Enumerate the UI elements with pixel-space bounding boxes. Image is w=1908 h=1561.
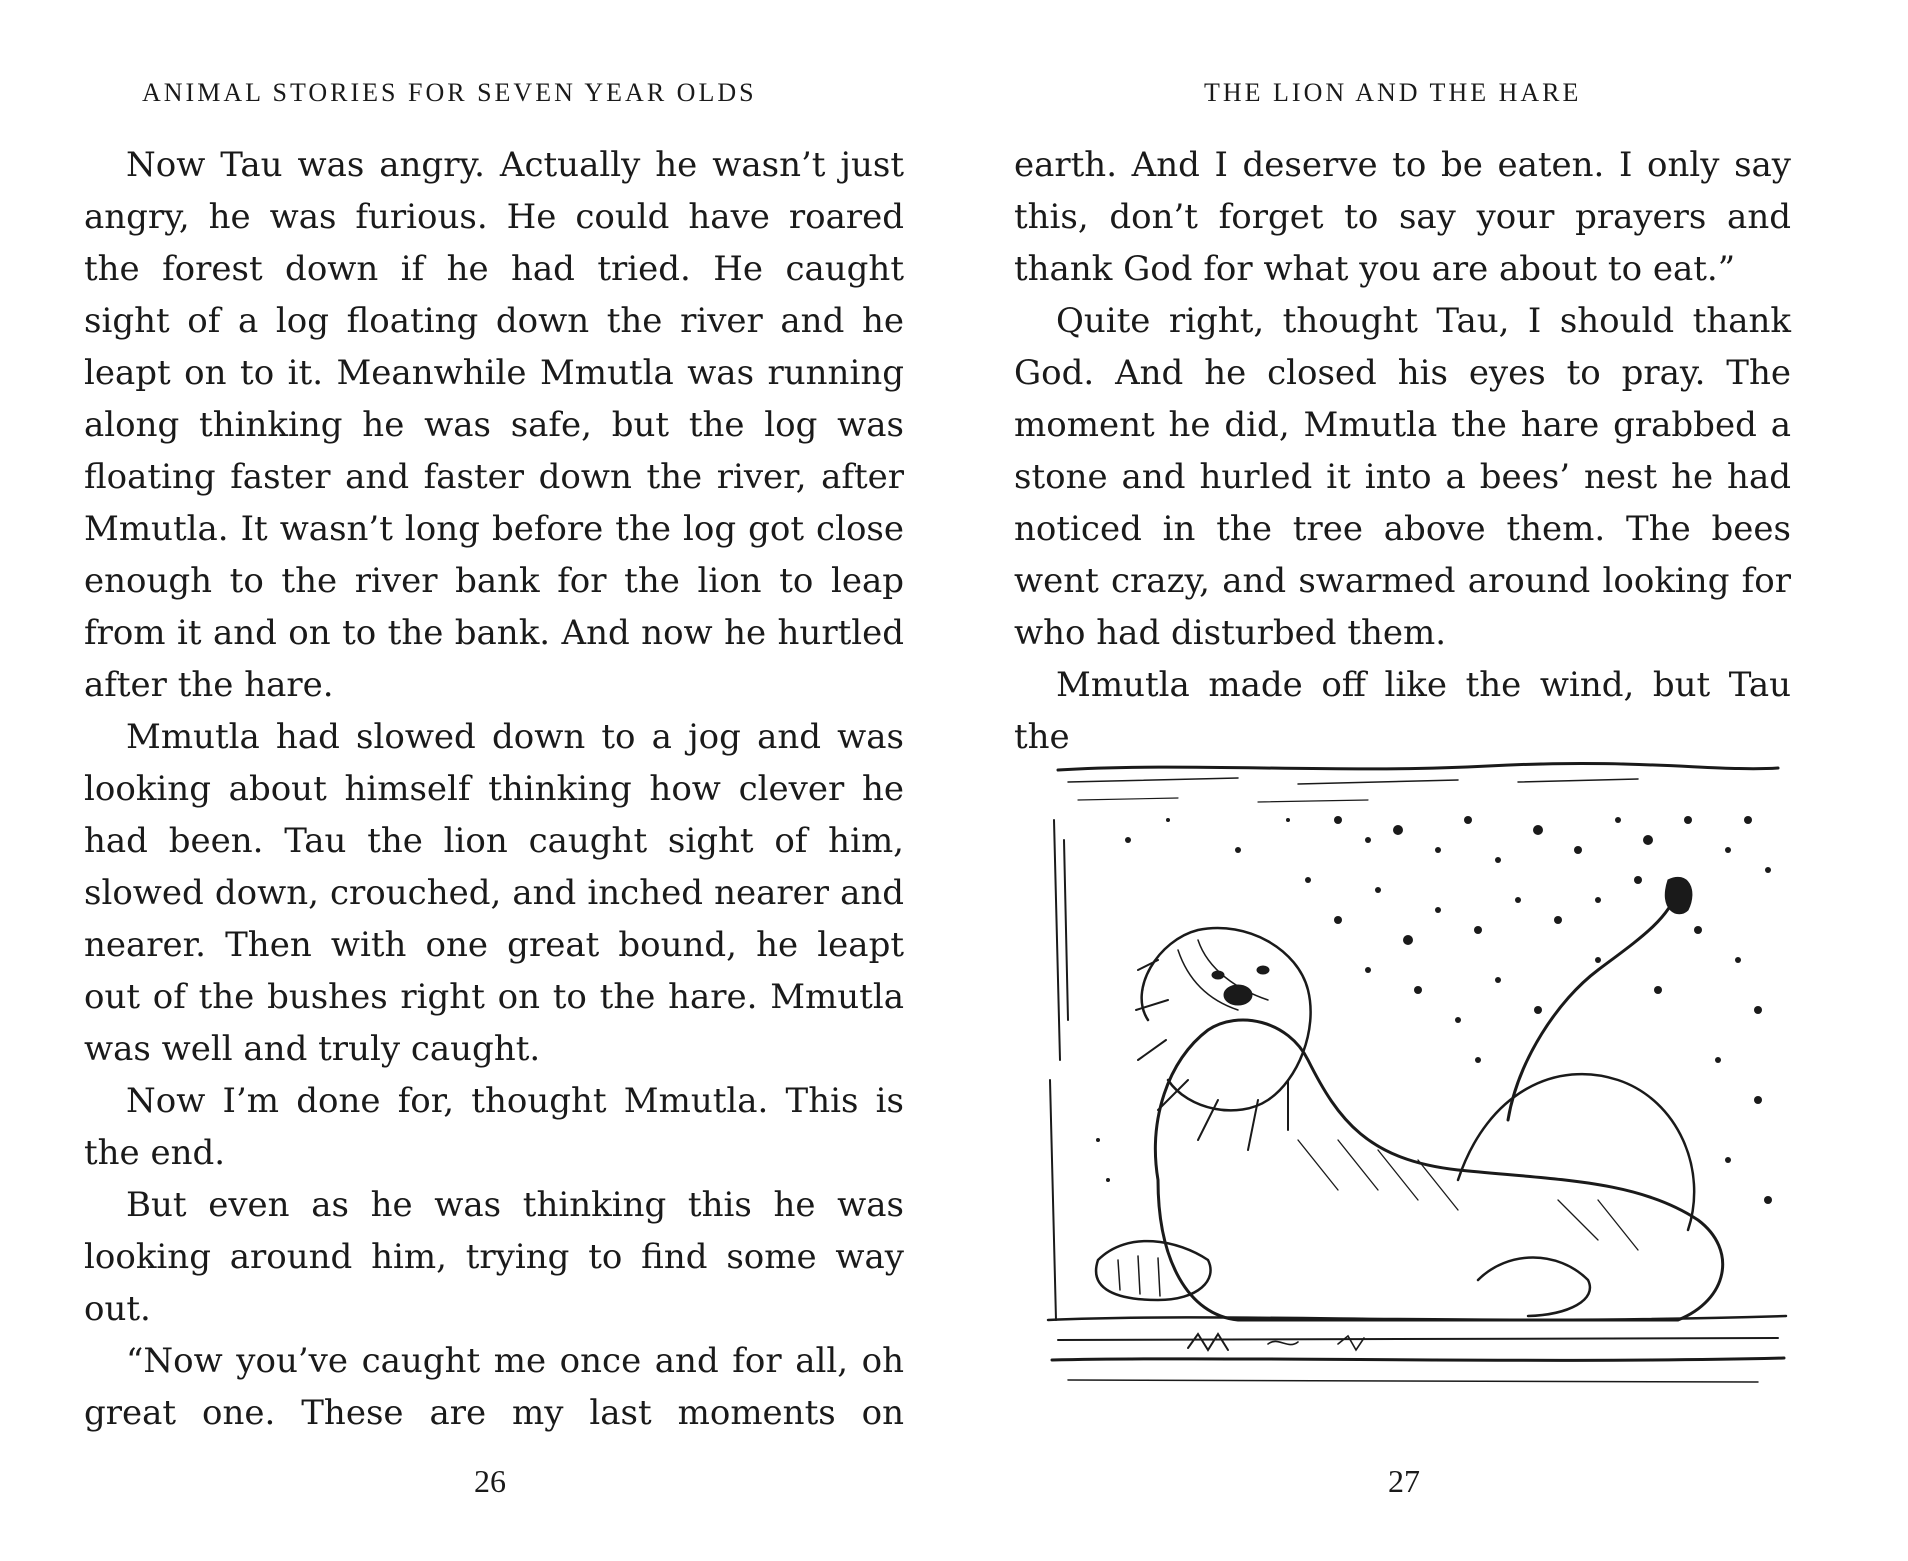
right-page-text: [1014, 139, 1791, 763]
paragraph: But even as he was thinking this he was looking around him, trying to find some way out.: [84, 1185, 904, 1329]
paragraph: Quite right, thought Tau, I should thank God. And he closed his eyes to pray. The moment he did, Mmutla the hare grabbed a stone and hurled it into a bees’ nest he had noticed in the tree above them. The bees went crazy, and swarmed around looking for who had disturbed them.: [1014, 301, 1791, 653]
running-head-right: THE LION AND THE HARE: [1204, 78, 1582, 107]
left-page-text: [84, 139, 904, 1439]
paragraph: earth. And I deserve to be eaten. I only say this, don’t forget to say your prayers and thank God for what you are about to eat.”: [1014, 145, 1791, 289]
paragraph: Now I’m done for, thought Mmutla. This is the end.: [84, 1081, 904, 1173]
paragraph: Mmutla had slowed down to a jog and was looking about himself thinking how clever he had been. Tau the lion caught sight of him, slowed down, crouched, and inched nearer and nearer. Then with one great bound, he leapt out of the bushes right on to the hare. Mmutla was well and truly caught.: [84, 717, 904, 1069]
lion-illustration: [1038, 760, 1798, 1396]
right-page: [954, 0, 1908, 1561]
paragraph: Mmutla made off like the wind, but Tau the: [1014, 665, 1791, 757]
page-number-right: 27: [1388, 1463, 1420, 1499]
paragraph: “Now you’ve caught me once and for all, oh great one. These are my last moments on: [84, 1341, 904, 1433]
paragraph: Now Tau was angry. Actually he wasn’t just angry, he was furious. He could have roared the forest down if he had tried. He caught sight of a log floating down the river and he leapt on to it. Meanwhile Mmutla was running along thinking he was safe, but the log was floating faster and faster down the river, after Mmutla. It wasn’t long before the log got close enough to the river bank for the lion to leap from it and on to the bank. And now he hurtled after the hare.: [84, 145, 904, 705]
page-number-left: 26: [474, 1463, 506, 1499]
running-head-left: ANIMAL STORIES FOR SEVEN YEAR OLDS: [142, 78, 757, 107]
